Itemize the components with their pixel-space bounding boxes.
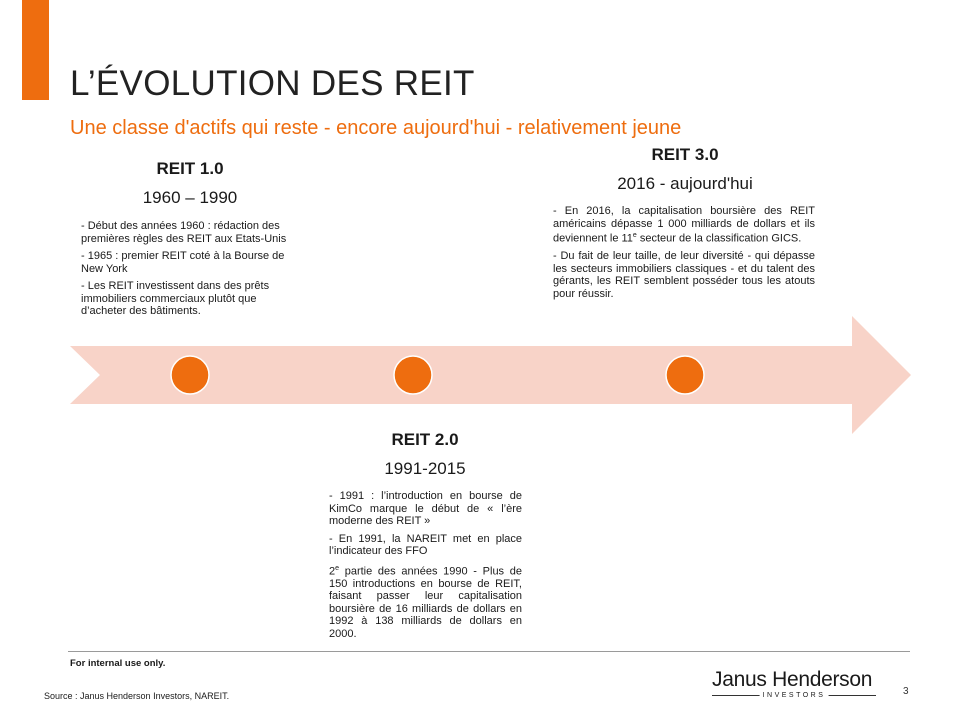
page-title: L’ÉVOLUTION DES REIT: [70, 64, 475, 103]
page-number: 3: [903, 686, 909, 697]
era-3-bullet-1: [553, 205, 815, 245]
era-2-bullet-3-ordinal: e: [335, 564, 340, 572]
page-subtitle: Une classe d'actifs qui reste - encore aujourd'hui - relativement jeune: [70, 117, 682, 139]
era-3-description: [553, 205, 815, 305]
milestone-dot-3: [666, 356, 704, 394]
era-1-bullet-2: - 1965 : premier REIT coté à la Bourse de New York: [81, 250, 285, 275]
milestone-dot-1: [171, 356, 209, 394]
era-2-bullet-3-number: 2: [329, 565, 336, 578]
era-3-bullet-1-tail: secteur de la classification GICS.: [636, 232, 802, 245]
era-1-bullet-3: - Les REIT investissent dans des prêts immobiliers commerciaux plutôt que d’acheter des bâtiments.: [81, 280, 270, 317]
era-3-dates: 2016 - aujourd'hui: [617, 174, 753, 193]
era-3-name: REIT 3.0: [651, 145, 719, 164]
footer-divider: [68, 651, 910, 652]
era-1-dates: 1960 – 1990: [142, 188, 238, 207]
era-2-bullet-3-text: partie des années 1990 - Plus de 150 introductions en bourse de REIT, faisant passer leur capitalisation boursière de 16 milliards de dollars en 1992 à 138 milliards de dollars en 2000.: [329, 565, 522, 640]
era-3-bullet-2: - Du fait de leur taille, de leur diversité - qui dépasse les secteurs immobiliers classiques - et du talent des gérants, les REIT semblent posséder tous les atouts pour réussir.: [553, 250, 815, 300]
era-2-bullet-1: - 1991 : l’introduction en bourse de KimCo marque le début de « l’ère moderne des REIT »: [329, 490, 522, 527]
era-1-name: REIT 1.0: [156, 159, 224, 178]
era-3-bullet-1-ordinal: e: [632, 232, 637, 239]
milestone-dot-2: [394, 356, 432, 394]
era-1-description: [81, 220, 299, 323]
era-2-bullet-3: [329, 563, 522, 641]
internal-use-note: For internal use only.: [70, 658, 166, 669]
era-2-dates: 1991-2015: [384, 459, 466, 478]
era-2-description: [329, 490, 522, 645]
logo-name: Janus Henderson: [712, 668, 873, 691]
era-1-bullet-1: - Début des années 1960 : rédaction des premières règles des REIT aux Etats-Unis: [81, 220, 287, 245]
era-3-bullet-1-text: - En 2016, la capitalisation boursière des REIT américains dépasse 1 000 milliards de dollars et ils deviennent le 11: [553, 205, 815, 245]
janus-henderson-logo: [712, 668, 876, 699]
logo-subtitle: INVESTORS: [760, 691, 829, 701]
era-2-bullet-2: - En 1991, la NAREIT met en place l’indicateur des FFO: [329, 532, 522, 557]
source-note: Source : Janus Henderson Investors, NAREIT.: [44, 691, 230, 701]
era-2-name: REIT 2.0: [391, 430, 459, 449]
